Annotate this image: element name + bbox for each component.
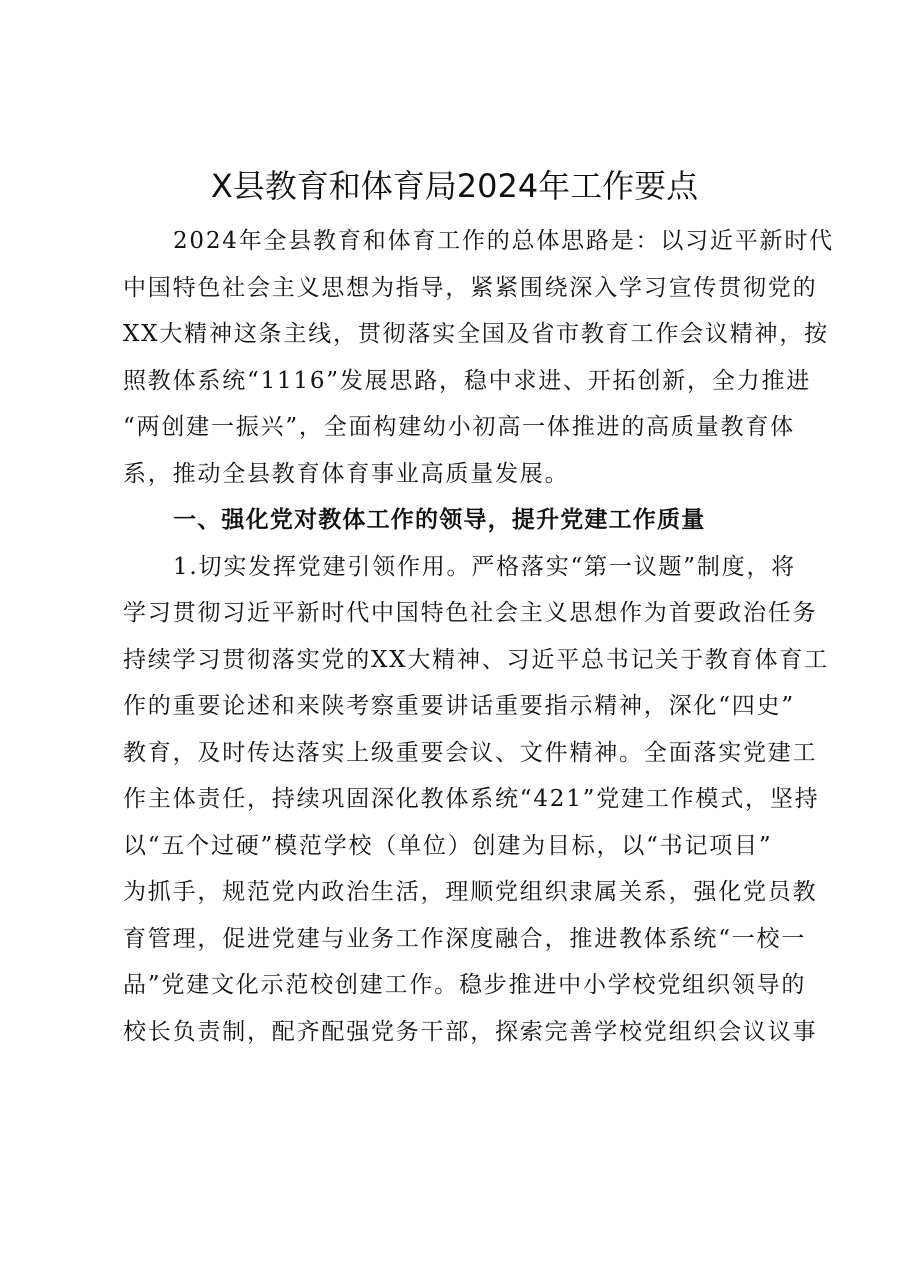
document-body [123,218,834,1055]
paragraph-line: 学习贯彻习近平新时代中国特色社会主义思想作为首要政治任务 [123,600,818,626]
paragraph-line: 以“五个过硬”模范学校（单位）创建为目标，以“书记项目” [123,832,773,859]
paragraph-line: “两创建一振兴”，全面构建幼小初高一体推进的高质量教育体 [123,414,795,440]
paragraph-line: 持续学习贯彻落实党的XX大精神、习近平总书记关于教育体育工 [123,646,829,673]
paragraph-line: 作主体责任，持续巩固深化教体系统“421”党建工作模式，坚持 [123,786,820,812]
section-heading: 一、强化党对教体工作的领导，提升党建工作质量 [173,507,706,533]
paragraph-line: 系，推动全县教育体育事业高质量发展。 [123,460,570,487]
paragraph-line: XX大精神这条主线，贯彻落实全国及省市教育工作会议精神，按 [123,321,829,347]
paragraph-line: 作的重要论述和来陕考察重要讲话重要指示精神，深化“四史” [123,693,795,719]
paragraph-line: 育管理，促进党建与业务工作深度融合，推进教体系统“一校一 [123,925,807,952]
document-title: X县教育和体育局2024年工作要点 [210,167,699,205]
paragraph-line: 1.切实发挥党建引领作用。严格落实“第一议题”制度，将 [173,553,797,580]
paragraph-line: 照教体系统“1116”发展思路，稳中求进、开拓创新，全力推进 [123,367,812,394]
paragraph-line: 为抓手，规范党内政治生活，理顺党组织隶属关系，强化党员教 [123,879,818,905]
paragraph-line: 2024年全县教育和体育工作的总体思路是：以习近平新时代 [173,228,834,254]
paragraph-line: 品”党建文化示范校创建工作。稳步推进中小学校党组织领导的 [123,972,807,998]
paragraph-line: 校长负责制，配齐配强党务干部，探索完善学校党组织会议议事 [123,1018,818,1045]
paragraph-line: 教育，及时传达落实上级重要会议、文件精神。全面落实党建工 [123,739,818,766]
paragraph-line: 中国特色社会主义思想为指导，紧紧围绕深入学习宣传贯彻党的 [123,274,818,301]
